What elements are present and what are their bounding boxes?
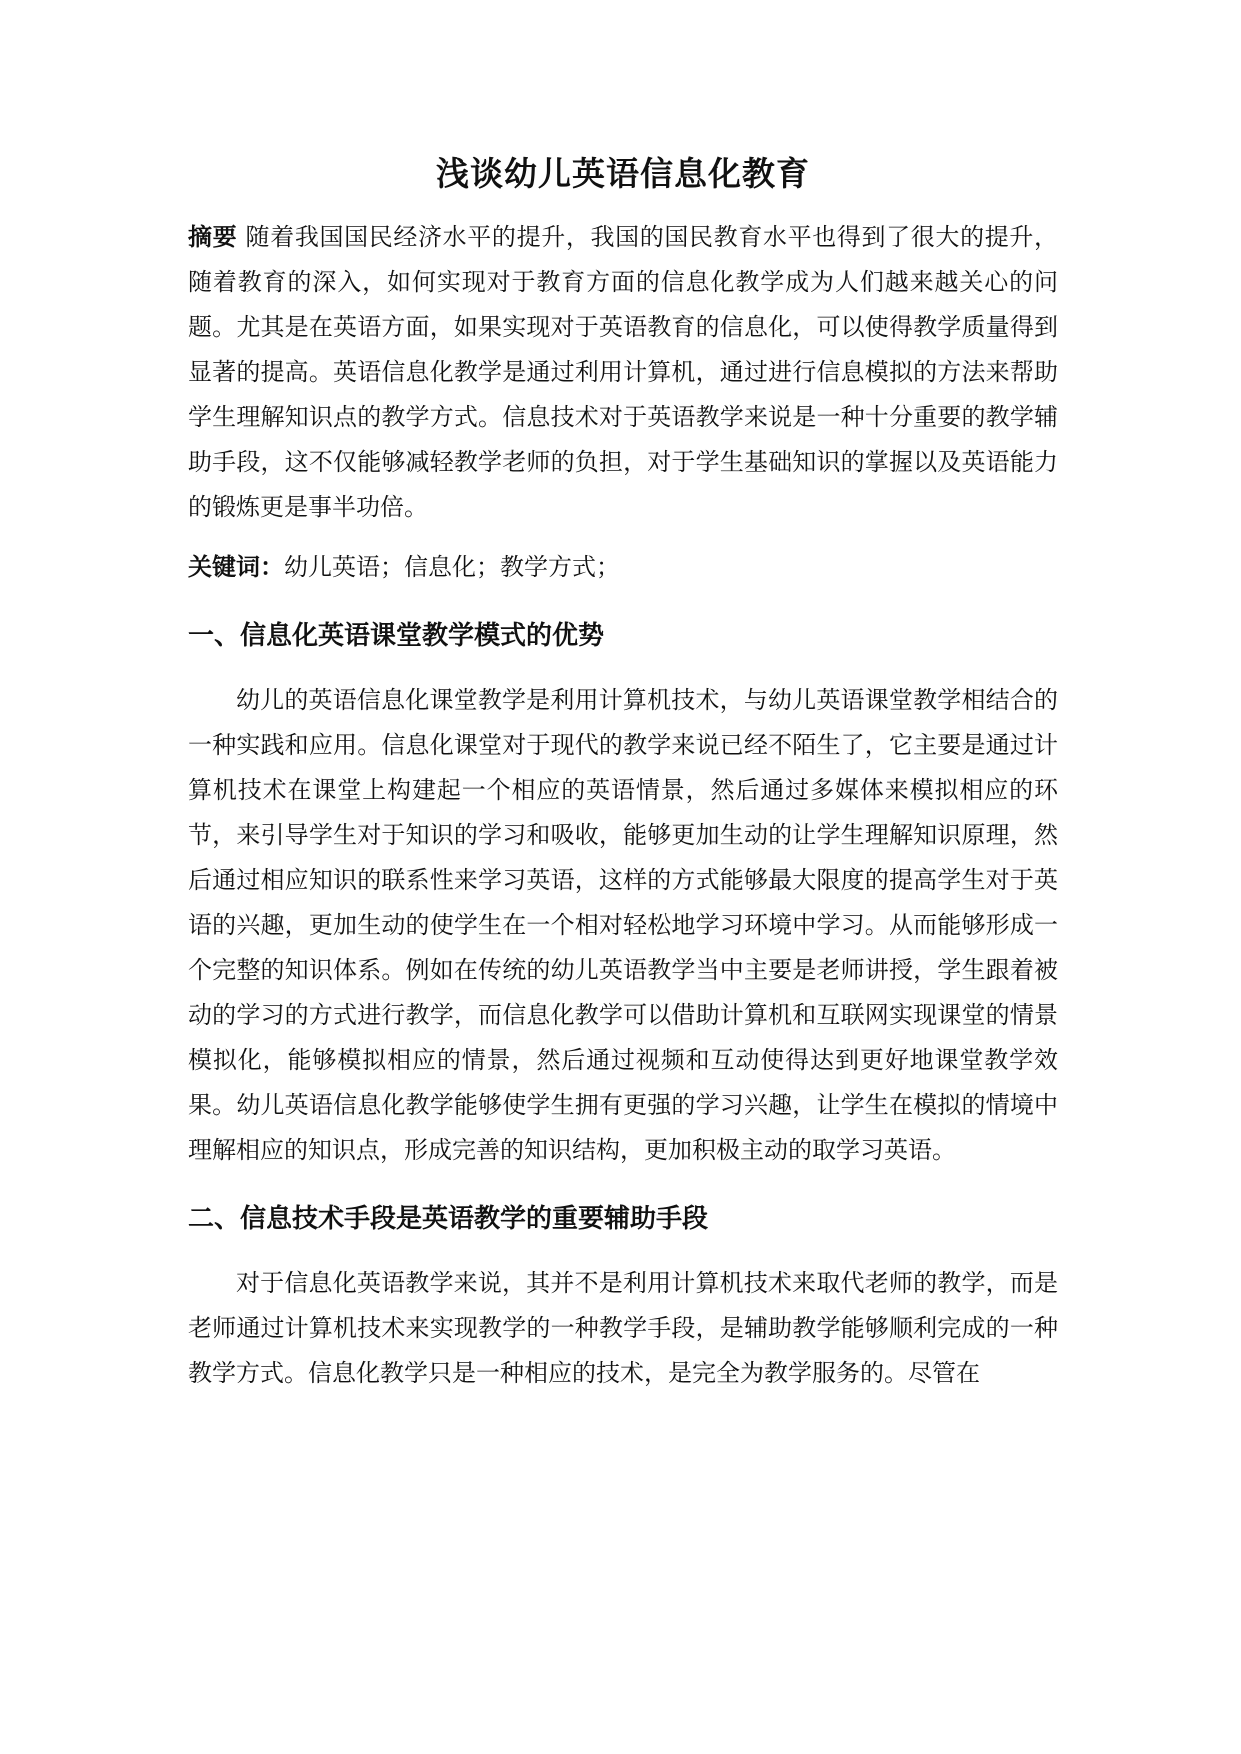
section-heading-1: 一、信息化英语课堂教学模式的优势 <box>188 621 605 651</box>
document-page <box>188 150 1058 1396</box>
keywords-label: 关键词： <box>188 552 284 581</box>
abstract-label: 摘要 <box>188 222 238 251</box>
abstract-text: 随着我国国民经济水平的提升，我国的国民教育水平也得到了很大的提升，随着教育的深入，如何实现对于教育方面的信息化教学成为人们越来越关心的问题。尤其是在英语方面，如果实现对于英语教育的信息化，可以使得教学质量得到显著的提高。英语信息化教学是通过利用计算机，通过进行信息模拟的方法来帮助学生理解知识点的教学方式。信息技术对于英语教学来说是一种十分重要的教学辅助手段，这不仅能够减轻教学老师的负担，对于学生基础知识的掌握以及英语能力的锻炼更是事半功倍。 <box>188 223 1058 521</box>
section-paragraph-1: 幼儿的英语信息化课堂教学是利用计算机技术，与幼儿英语课堂教学相结合的一种实践和应用。信息化课堂对于现代的教学来说已经不陌生了，它主要是通过计算机技术在课堂上构建起一个相应的英语情景，然后通过多媒体来模拟相应的环节，来引导学生对于知识的学习和吸收，能够更加生动的让学生理解知识原理，然后通过相应知识的联系性来学习英语，这样的方式能够最大限度的提高学生对于英语的兴趣，更加生动的使学生在一个相对轻松地学习环境中学习。从而能够形成一个完整的知识体系。例如在传统的幼儿英语教学当中主要是老师讲授，学生跟着被动的学习的方式进行教学，而信息化教学可以借助计算机和互联网实现课堂的情景模拟化，能够模拟相应的情景，然后通过视频和互动使得达到更好地课堂教学效果。幼儿英语信息化教学能够使学生拥有更强的学习兴趣，让学生在模拟的情境中理解相应的知识点，形成完善的知识结构，更加积极主动的取学习英语。 <box>188 686 1058 1164</box>
paper-title: 浅谈幼儿英语信息化教育 <box>436 154 810 193</box>
abstract <box>188 214 1058 530</box>
section-heading-2: 二、信息技术手段是英语教学的重要辅助手段 <box>188 1204 709 1234</box>
section-paragraph-2: 对于信息化英语教学来说，其并不是利用计算机技术来取代老师的教学，而是老师通过计算机技术来实现教学的一种教学手段，是辅助教学能够顺利完成的一种教学方式。信息化教学只是一种相应的技术，是完全为教学服务的。尽管在 <box>188 1269 1058 1387</box>
keywords-text: 幼儿英语；信息化；教学方式； <box>284 553 620 581</box>
keywords <box>188 544 1058 590</box>
